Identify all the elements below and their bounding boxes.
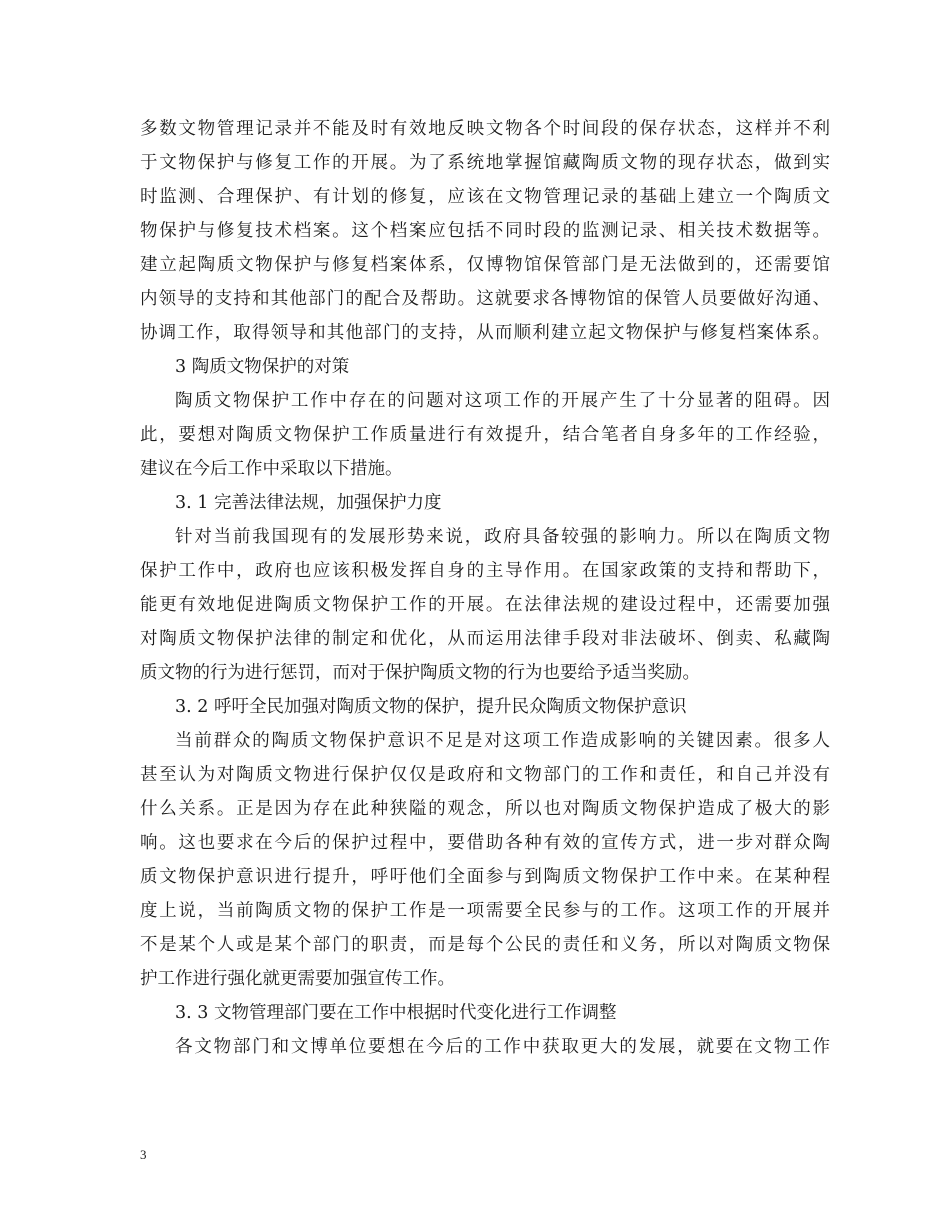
text-line: 对陶质文物保护法律的制定和优化，从而运用法律手段对非法破坏、倒卖、私藏陶: [140, 629, 830, 649]
text-line: 各文物部门和文博单位要想在今后的工作中获取更大的发展，就要在文物工作: [175, 1037, 830, 1057]
text-line: 质文物的行为进行惩罚，而对于保护陶质文物的行为也要给予适当奖励。: [140, 663, 700, 683]
text-line: 时监测、合理保护、有计划的修复，应该在文物管理记录的基础上建立一个陶质文: [140, 187, 830, 207]
text-line: 什么关系。正是因为存在此种狭隘的观念，所以也对陶质文物保护造成了极大的影: [140, 799, 830, 819]
text-line: 度上说，当前陶质文物的保护工作是一项需要全民参与的工作。这项工作的开展并: [140, 901, 830, 921]
page-number: 3: [140, 1147, 147, 1162]
body-text: [140, 112, 830, 1064]
text-line: 不是某个人或是某个部门的职责，而是每个公民的责任和义务，所以对陶质文物保: [140, 935, 830, 955]
text-line: 保护工作中，政府也应该积极发挥自身的主导作用。在国家政策的支持和帮助下，: [140, 561, 830, 581]
text-line: 甚至认为对陶质文物进行保护仅仅是政府和文物部门的工作和责任，和自己并没有: [140, 765, 830, 785]
text-line: 当前群众的陶质文物保护意识不足是对这项工作造成影响的关键因素。很多人: [175, 731, 830, 751]
text-line: 护工作进行强化就更需要加强宣传工作。: [140, 969, 455, 989]
text-line: 建立起陶质文物保护与修复档案体系，仅博物馆保管部门是无法做到的，还需要馆: [140, 255, 830, 275]
section-heading: 3 陶质文物保护的对策: [175, 357, 350, 377]
text-line: 内领导的支持和其他部门的配合及帮助。这就要求各博物馆的保管人员要做好沟通、: [140, 289, 830, 309]
section-heading: 3. 1 完善法律法规，加强保护力度: [175, 493, 442, 513]
text-line: 陶质文物保护工作中存在的问题对这项工作的开展产生了十分显著的阻碍。因: [175, 391, 830, 411]
text-line: 此，要想对陶质文物保护工作质量进行有效提升，结合笔者自身多年的工作经验，: [140, 425, 830, 445]
text-line: 质文物保护意识进行提升，呼吁他们全面参与到陶质文物保护工作中来。在某种程: [140, 867, 830, 887]
text-line: 建议在今后工作中采取以下措施。: [140, 459, 403, 479]
text-line: 物保护与修复技术档案。这个档案应包括不同时段的监测记录、相关技术数据等。: [140, 221, 830, 241]
text-line: 协调工作，取得领导和其他部门的支持，从而顺利建立起文物保护与修复档案体系。: [140, 323, 830, 343]
text-line: 能更有效地促进陶质文物保护工作的开展。在法律法规的建设过程中，还需要加强: [140, 595, 830, 615]
section-heading: 3. 3 文物管理部门要在工作中根据时代变化进行工作调整: [175, 1003, 617, 1023]
text-line: 于文物保护与修复工作的开展。为了系统地掌握馆藏陶质文物的现存状态，做到实: [140, 153, 830, 173]
text-line: 针对当前我国现有的发展形势来说，政府具备较强的影响力。所以在陶质文物: [175, 527, 830, 547]
text-line: 多数文物管理记录并不能及时有效地反映文物各个时间段的保存状态，这样并不利: [140, 119, 830, 139]
section-heading: 3. 2 呼吁全民加强对陶质文物的保护，提升民众陶质文物保护意识: [175, 697, 687, 717]
text-line: 响。这也要求在今后的保护过程中，要借助各种有效的宣传方式，进一步对群众陶: [140, 833, 830, 853]
